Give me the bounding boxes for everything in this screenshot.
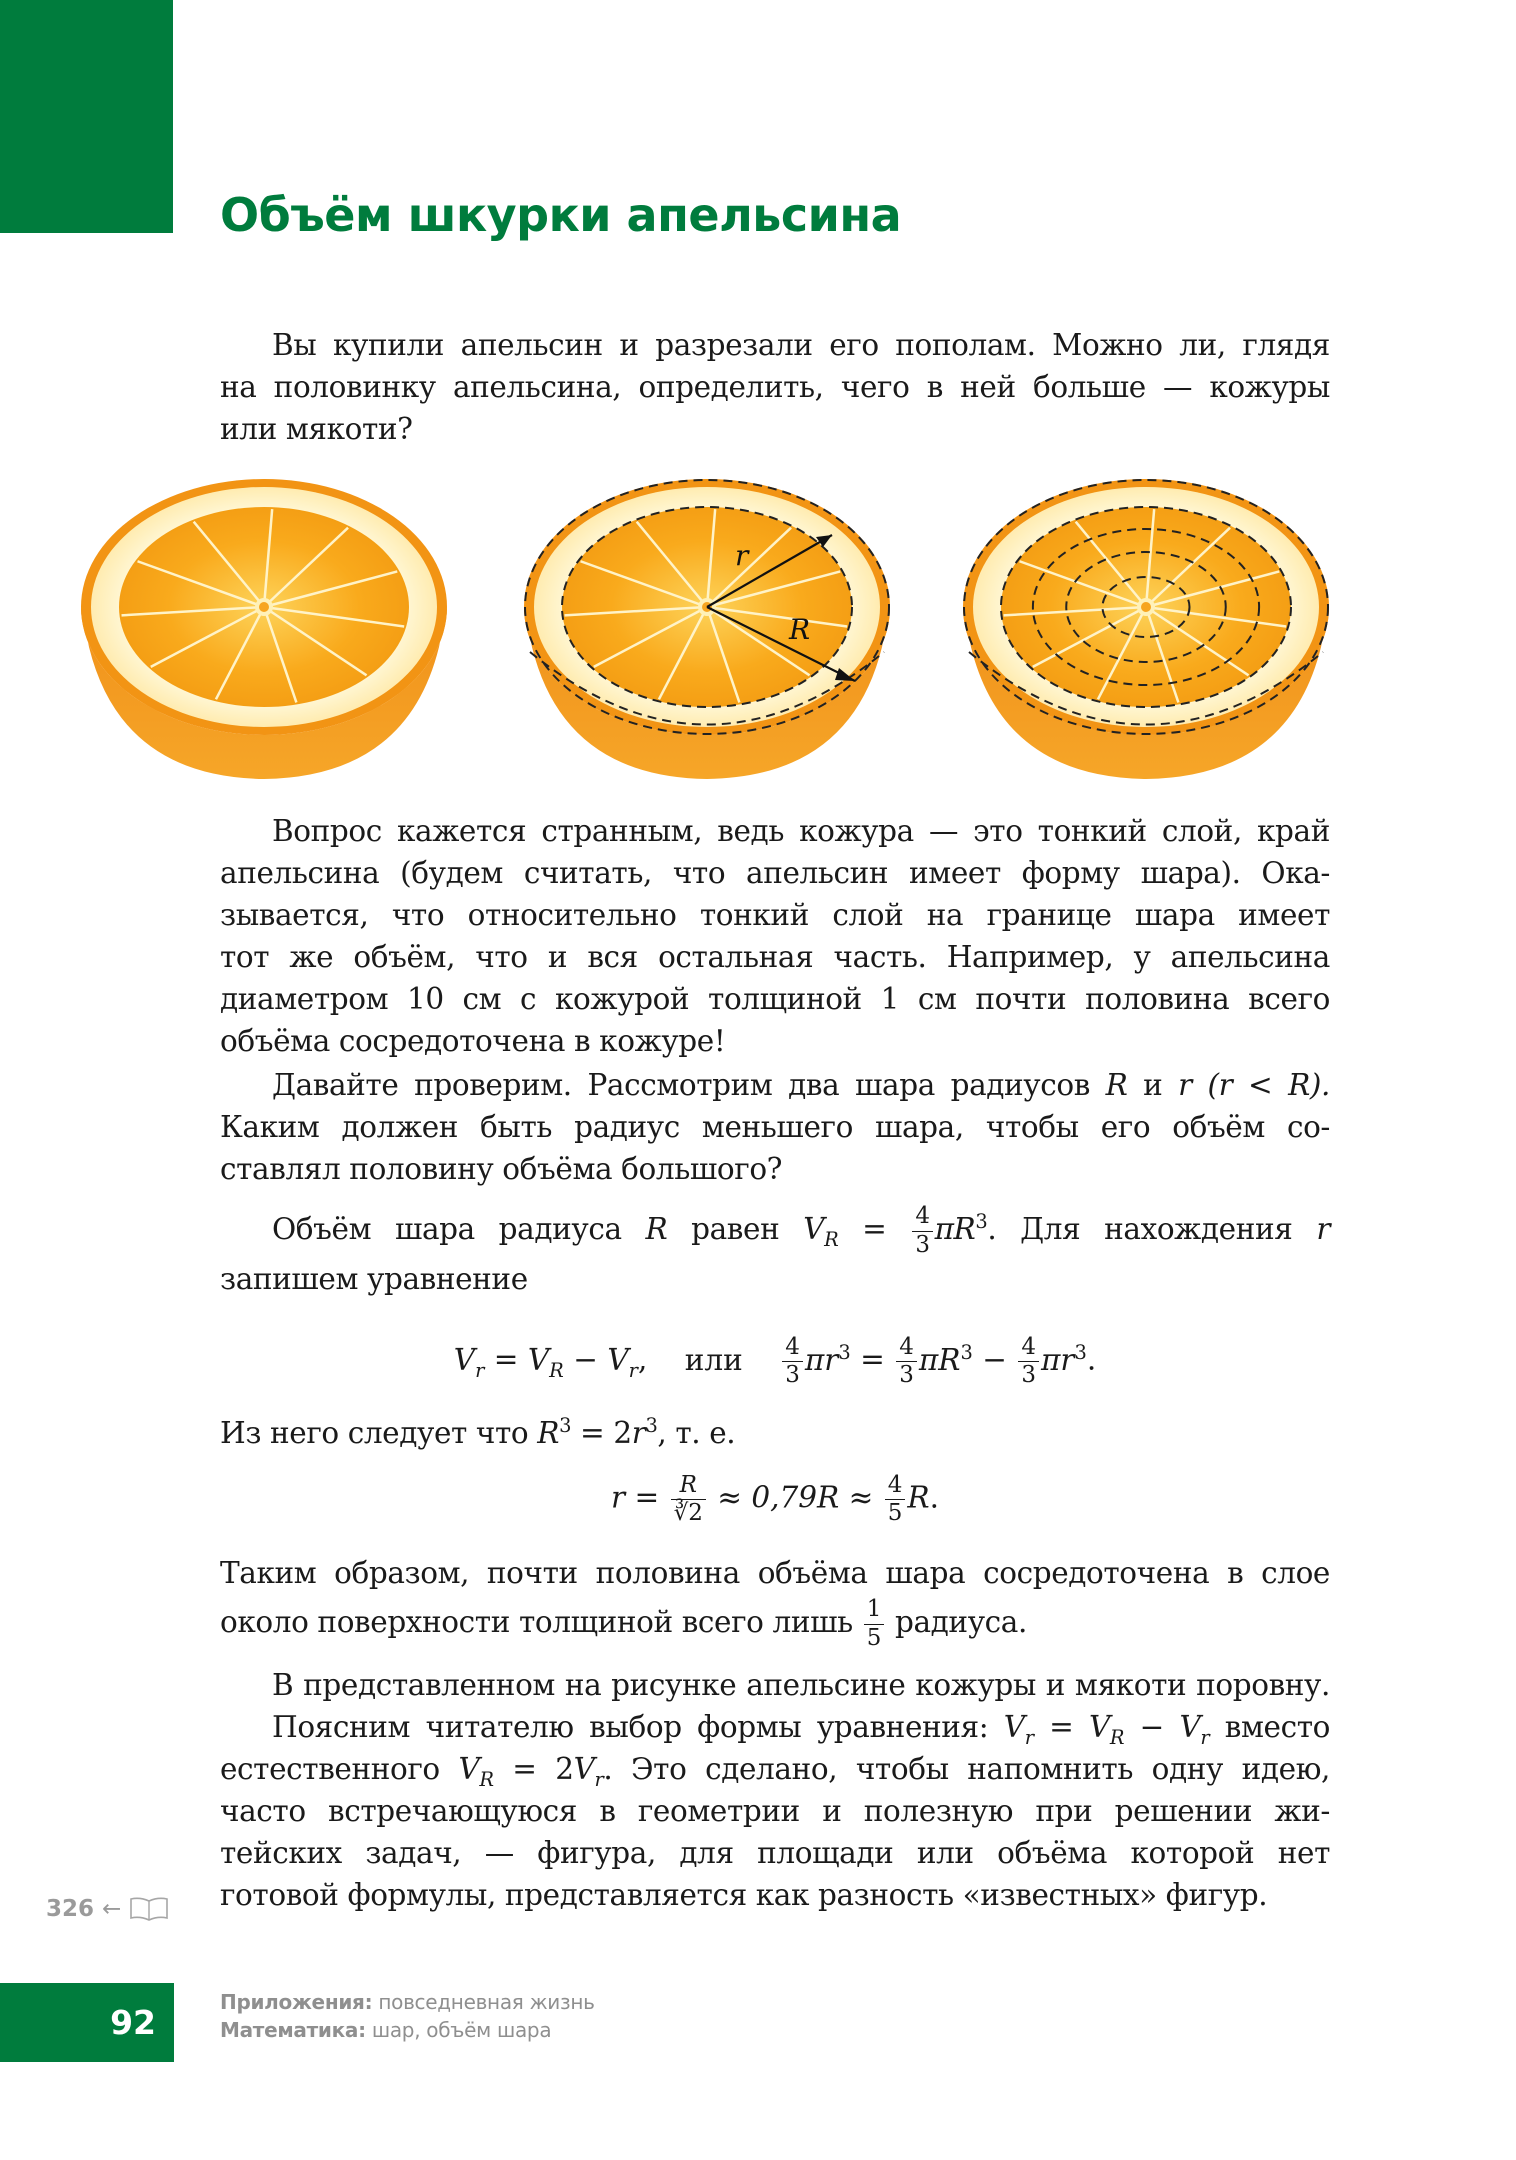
condition: (r < R).: [1207, 1068, 1330, 1102]
open-book-icon: [129, 1896, 169, 1922]
orange-core-center: [1141, 602, 1151, 612]
text-line: Таким образом, почти половина объёма шара сосредоточена в слое: [220, 1556, 1330, 1590]
paragraph-check: [220, 1064, 1330, 1190]
text-line: объёма сосредоточена в кожуре!: [220, 1024, 726, 1058]
cross-reference[interactable]: [46, 1896, 169, 1922]
equation-volumes: $V_r = V_R - V_r$, или $\frac{4}{3}$ $\pi r^3$ = $\frac{4}{3}$ $\pi R^3$ − $\frac{4}{3}$ $\pi r^3$.: [453, 1334, 1097, 1389]
text-line: Вы купили апельсин и разрезали его пополам. Можно ли, глядя: [272, 328, 1330, 362]
text-line: диаметром 10 см с кожурой толщиной 1 см почти половина всего: [220, 982, 1330, 1016]
paragraph-volume: [220, 1200, 1330, 1300]
text-line: запишем уравнение: [220, 1262, 528, 1296]
arrow-left-icon: ←: [102, 1896, 122, 1922]
orange-radius-labeled-half: [524, 479, 890, 779]
paragraph-conclusion: [220, 1552, 1330, 1650]
header-color-block: [0, 0, 173, 233]
reference-page[interactable]: 326: [46, 1896, 95, 1922]
text-line: на половинку апельсина, определить, чего в ней больше — кожуры: [220, 370, 1330, 404]
text-line: Поясним читателю выбор формы уравнения: $V_r = V_R - V_r$ вместо: [272, 1710, 1330, 1749]
paragraph-question: [220, 810, 1330, 1062]
text-line: Каким должен быть радиус меньшего шара, чтобы его объём со-: [220, 1110, 1330, 1144]
text-line: готовой формулы, представляется как разность «известных» фигур.: [220, 1878, 1268, 1912]
text-line: В представленном на рисунке апельсине кожуры и мякоти поровну.: [272, 1668, 1330, 1702]
page-title: Объём шкурки апельсина: [220, 188, 902, 242]
label-R: R: [789, 613, 811, 646]
intro-paragraph: [220, 324, 1330, 450]
label-r: r: [735, 539, 749, 572]
fraction: $\frac{4}{3}$: [912, 1205, 932, 1256]
orange-concentric-layers-half: [963, 479, 1329, 779]
footer-tags: [220, 1988, 595, 2044]
text-line: тейских задач, — фигура, для площади или объёма которой нет: [220, 1836, 1330, 1870]
paragraph-explanation: [220, 1664, 1330, 1916]
fraction-one-fifth: $\frac{1}{5}$: [864, 1598, 884, 1649]
volume-formula: $V_R$ = $\frac{4}{3}$ $\pi R^3$: [803, 1203, 988, 1258]
text-line: Вопрос кажется странным, ведь кожура — это тонкий слой, край: [272, 814, 1330, 848]
text-line: Из него следует что $R^3 = 2r^3$, т. е.: [220, 1414, 736, 1450]
page-number: 92: [0, 1983, 174, 2062]
text-line: ставлял половину объёма большого?: [220, 1152, 783, 1186]
text-line: часто встречающуюся в геометрии и полезную при решении жи-: [220, 1794, 1330, 1828]
var-r: r: [1178, 1068, 1192, 1102]
oranges-figure: [60, 470, 1360, 800]
equation-radius: r = $\frac{R}{∛2}$ ≈ 0,79R ≈ $\frac{4}{5}$ R.: [610, 1472, 939, 1527]
paragraph-consequence: [220, 1412, 1330, 1454]
text-line: тот же объём, что и вся остальная часть. Например, у апельсина: [220, 940, 1330, 974]
orange-plain-half: [81, 479, 447, 779]
footer-line-math: Математика: шар, объём шара: [220, 2018, 552, 2042]
text-line: около поверхности толщиной всего лишь $\frac{1}{5}$ радиуса.: [220, 1596, 1027, 1651]
text-line: Объём шара радиуса R равен $V_R$ = $\frac{4}{3}$ $\pi R^3$. Для нахождения r: [272, 1203, 1331, 1258]
text-line: апельсина (будем считать, что апельсин имеет форму шара). Ока-: [220, 856, 1330, 890]
text-line: зывается, что относительно тонкий слой на границе шара имеет: [220, 898, 1330, 932]
text-line: Давайте проверим. Рассмотрим два шара радиусов R и r (r < R).: [272, 1068, 1330, 1102]
orange-core-center: [259, 602, 269, 612]
text-line: естественного $V_R = 2V_r$. Это сделано, чтобы напомнить одну идею,: [220, 1752, 1330, 1791]
footer-line-applications: Приложения: повседневная жизнь: [220, 1990, 595, 2014]
var-R: R: [1105, 1068, 1128, 1102]
formula-R3-2r3: $R^3 = 2r^3$: [537, 1414, 658, 1450]
text-line: или мякоти?: [220, 412, 413, 446]
